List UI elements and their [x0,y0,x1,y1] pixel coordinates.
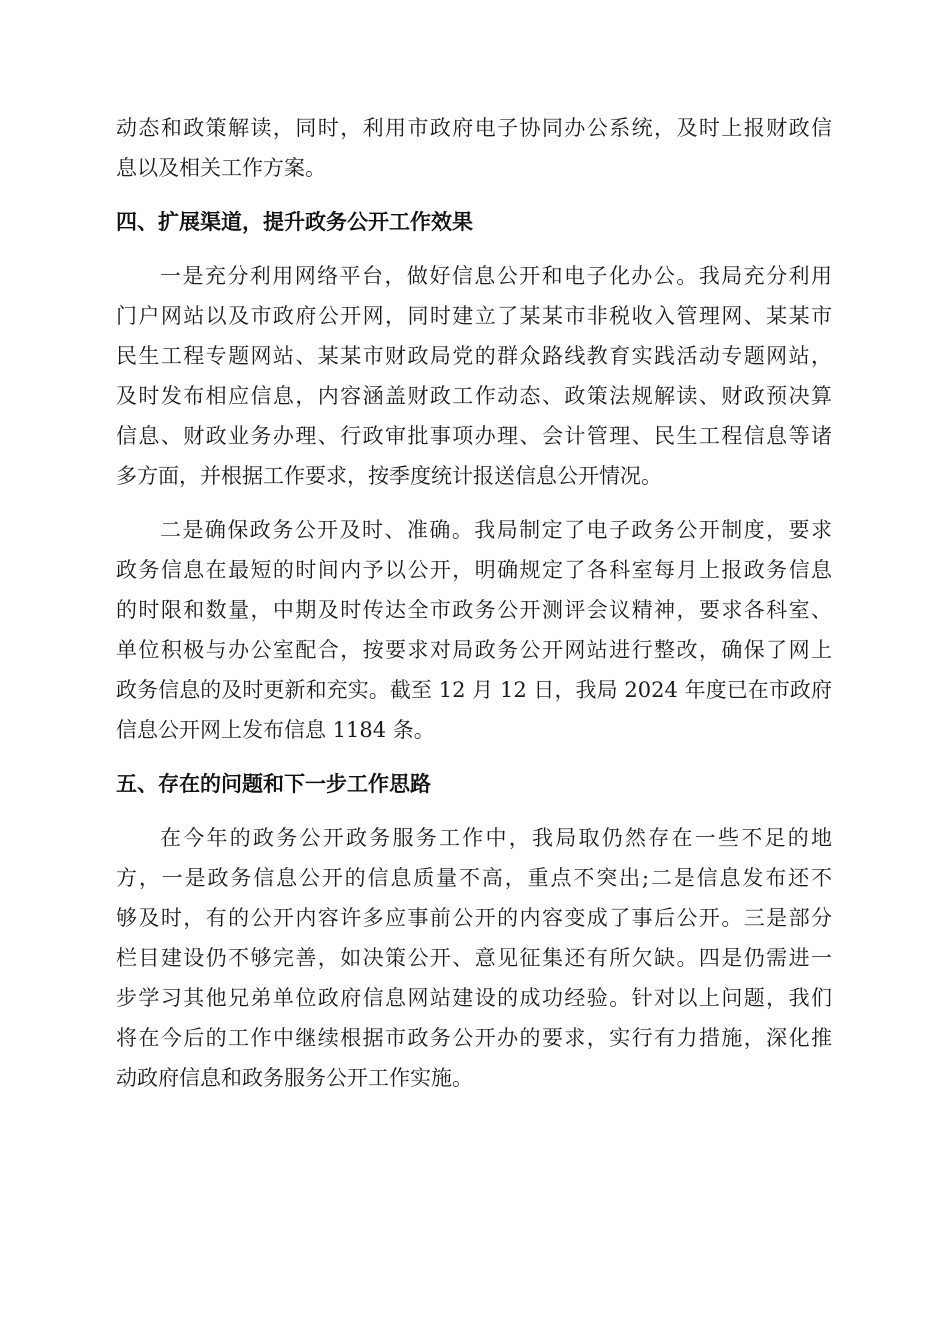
text-line: 够及时，有的公开内容许多应事前公开的内容变成了事后公开。三是部分 [116,906,832,930]
text-line: 动态和政策解读，同时，利用市政府电子协同办公系统，及时上报财政信 [116,116,832,140]
document-body [116,108,832,1098]
text-line: 将在今后的工作中继续根据市政务公开办的要求，实行有力措施，深化推 [116,1026,832,1050]
section4-paragraph-1 [116,256,832,496]
section-heading-4: 四、扩展渠道，提升政务公开工作效果 [116,210,473,234]
text-line: 政务信息的及时更新和充实。截至 12 月 12 日，我局 2024 年度已在市政府 [116,678,832,702]
text-line: 一是充分利用网络平台，做好信息公开和电子化办公。我局充分利用 [160,264,832,288]
text-line: 栏目建设仍不够完善，如决策公开、意见征集还有所欠缺。四是仍需进一 [116,946,832,970]
section4-paragraph-2 [116,510,832,750]
text-line: 动政府信息和政务服务公开工作实施。 [116,1066,473,1090]
text-line: 的时限和数量，中期及时传达全市政务公开测评会议精神，要求各科室、 [116,598,832,622]
text-line: 政务信息在最短的时间内予以公开，明确规定了各科室每月上报政务信息 [116,558,832,582]
section-heading-5: 五、存在的问题和下一步工作思路 [116,772,431,796]
text-line: 在今年的政务公开政务服务工作中，我局取仍然存在一些不足的地 [160,826,832,850]
text-line: 步学习其他兄弟单位政府信息网站建设的成功经验。针对以上问题，我们 [116,986,832,1010]
text-line: 二是确保政务公开及时、准确。我局制定了电子政务公开制度，要求 [160,518,832,542]
text-line: 及时发布相应信息，内容涵盖财政工作动态、政策法规解读、财政预决算 [116,384,832,408]
text-line: 民生工程专题网站、某某市财政局党的群众路线教育实践活动专题网站， [116,344,832,368]
text-line: 门户网站以及市政府公开网，同时建立了某某市非税收入管理网、某某市 [116,304,832,328]
text-line: 多方面，并根据工作要求，按季度统计报送信息公开情况。 [116,464,662,488]
section5-paragraph-1 [116,818,832,1098]
text-line: 单位积极与办公室配合，按要求对局政务公开网站进行整改，确保了网上 [116,638,832,662]
text-line: 息以及相关工作方案。 [116,156,326,180]
text-line: 信息、财政业务办理、行政审批事项办理、会计管理、民生工程信息等诸 [116,424,832,448]
text-line: 信息公开网上发布信息 1184 条。 [116,718,435,742]
text-line: 方，一是政务信息公开的信息质量不高，重点不突出;二是信息发布还不 [116,866,832,890]
intro-paragraph [116,108,832,188]
